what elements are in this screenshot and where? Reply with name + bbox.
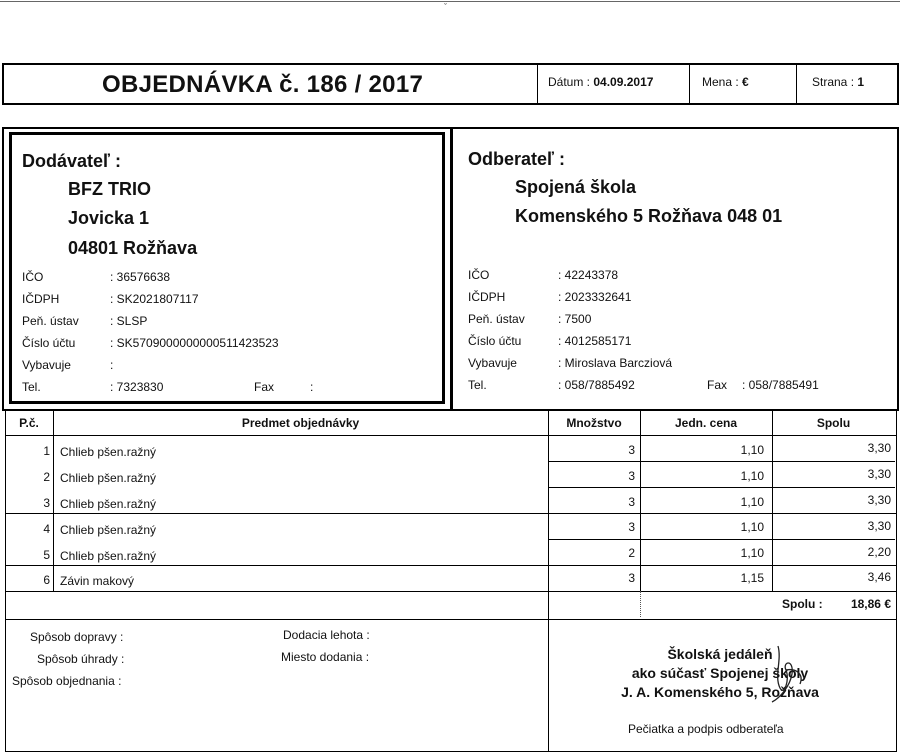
row-no: 4 xyxy=(43,522,50,536)
row-total: 2,20 xyxy=(867,545,891,559)
buyer-handler-label: Vybavuje xyxy=(468,356,517,370)
buyer-fax-label: Fax xyxy=(707,378,728,392)
transport-label: Spôsob dopravy : xyxy=(30,630,124,644)
page-label: Strana : xyxy=(812,75,855,89)
row-qty: 2 xyxy=(628,546,635,560)
supplier-bank-value: : SLSP xyxy=(110,314,148,328)
buyer-account-value: : 4012585171 xyxy=(558,334,632,348)
row-line xyxy=(548,539,895,540)
header-no: P.č. xyxy=(19,416,39,430)
supplier-tel-label: Tel. xyxy=(22,380,41,394)
delivery-place-label: Miesto dodania : xyxy=(281,650,370,664)
row-total: 3,30 xyxy=(867,441,891,455)
header-qty: Množstvo xyxy=(566,416,622,430)
supplier-icdph-value: : SK2021807117 xyxy=(110,292,199,306)
buyer-bank-value: : 7500 xyxy=(558,312,592,326)
dotted-divider xyxy=(640,591,641,617)
order-currency xyxy=(702,75,749,89)
page-value: 1 xyxy=(857,75,865,89)
stamp-line-2: ako súčasť Spojenej školy xyxy=(631,665,809,681)
row-qty: 3 xyxy=(628,443,635,457)
supplier-city: 04801 Rožňava xyxy=(68,238,198,258)
supplier-street: Jovicka 1 xyxy=(68,208,150,228)
supplier-fax-label: Fax xyxy=(254,380,275,394)
buyer-ico-value: : 42243378 xyxy=(558,268,619,282)
supplier-ico-value: : 36576638 xyxy=(110,270,171,284)
supplier-ico-label: IČO xyxy=(22,270,44,284)
header-total: Spolu xyxy=(816,416,851,430)
date-value: 04.09.2017 xyxy=(593,75,654,89)
col-divider xyxy=(53,411,54,591)
signature-caption: Pečiatka a podpis odberateľa xyxy=(628,722,784,736)
row-unit-price: 1,10 xyxy=(740,546,764,560)
header-item: Predmet objednávky xyxy=(241,416,360,430)
buyer-fax-value: : 058/7885491 xyxy=(742,378,819,392)
row-unit-price: 1,15 xyxy=(740,571,764,585)
ordering-label: Spôsob objednania : xyxy=(12,674,122,688)
row-item: Chlieb pšen.ražný xyxy=(60,549,157,563)
supplier-icdph-label: IČDPH xyxy=(22,292,60,306)
sum-value: 18,86 € xyxy=(850,597,891,611)
supplier-handler-label: Vybavuje xyxy=(22,358,71,372)
row-line xyxy=(5,513,896,514)
row-no: 2 xyxy=(43,470,50,484)
currency-value: € xyxy=(742,75,749,89)
row-unit-price: 1,10 xyxy=(740,495,764,509)
header-divider xyxy=(537,63,538,105)
row-qty: 3 xyxy=(628,520,635,534)
footer-divider xyxy=(548,617,549,751)
row-no: 3 xyxy=(43,496,50,510)
row-total: 3,30 xyxy=(867,467,891,481)
buyer-ico-label: IČO xyxy=(468,268,490,282)
row-no: 1 xyxy=(43,444,50,458)
row-line xyxy=(548,487,895,488)
buyer-icdph-label: IČDPH xyxy=(468,290,506,304)
row-item: Chlieb pšen.ražný xyxy=(60,445,157,459)
buyer-icdph-value: : 2023332641 xyxy=(558,290,632,304)
buyer-account-label: Číslo účtu xyxy=(468,334,522,348)
table-bottom-line xyxy=(5,591,896,592)
top-edge-line xyxy=(0,1,900,2)
supplier-fax-value: : xyxy=(310,380,314,394)
supplier-account-label: Číslo účtu xyxy=(22,336,76,350)
items-table xyxy=(5,409,897,620)
table-header-line xyxy=(5,435,896,436)
row-qty: 3 xyxy=(628,495,635,509)
supplier-bank-label: Peň. ústav xyxy=(22,314,79,328)
signature xyxy=(760,640,840,710)
header-divider xyxy=(689,63,690,105)
order-page xyxy=(812,75,864,89)
supplier-box xyxy=(9,132,445,404)
header-unit-price: Jedn. cena xyxy=(674,416,738,430)
row-unit-price: 1,10 xyxy=(740,443,764,457)
row-total: 3,46 xyxy=(867,570,891,584)
stamp-line-3: J. A. Komenského 5, Rožňava xyxy=(621,684,819,700)
row-line xyxy=(548,461,895,462)
row-qty: 3 xyxy=(628,571,635,585)
row-qty: 3 xyxy=(628,469,635,483)
row-no: 5 xyxy=(43,548,50,562)
scan-mark: ˇ xyxy=(444,2,447,12)
row-item: Chlieb pšen.ražný xyxy=(60,523,157,537)
supplier-handler-value: : xyxy=(110,358,114,372)
header-divider xyxy=(796,63,797,105)
currency-label: Mena : xyxy=(702,75,739,89)
row-line xyxy=(5,565,896,566)
buyer-handler-value: : Miroslava Barcziová xyxy=(558,356,673,370)
buyer-divider xyxy=(450,129,453,409)
supplier-account-value: : SK5709000000000511423523 xyxy=(110,336,279,350)
order-date xyxy=(548,75,653,89)
col-divider xyxy=(548,411,549,617)
buyer-heading: Odberateľ : xyxy=(468,149,565,169)
sum-label: Spolu : xyxy=(782,597,823,611)
buyer-bank-label: Peň. ústav xyxy=(468,312,525,326)
row-total: 3,30 xyxy=(867,493,891,507)
buyer-address: Komenského 5 Rožňava 048 01 xyxy=(515,206,783,226)
buyer-tel-label: Tel. xyxy=(468,378,487,392)
row-total: 3,30 xyxy=(867,519,891,533)
row-item: Závin makový xyxy=(60,574,135,588)
row-no: 6 xyxy=(43,573,50,587)
supplier-name: BFZ TRIO xyxy=(68,179,151,199)
payment-label: Spôsob úhrady : xyxy=(37,652,125,666)
order-title: OBJEDNÁVKA č. 186 / 2017 xyxy=(102,71,424,98)
stamp-line-1: Školská jedáleň xyxy=(667,646,773,662)
row-item: Chlieb pšen.ražný xyxy=(60,471,157,485)
row-item: Chlieb pšen.ražný xyxy=(60,497,157,511)
buyer-name: Spojená škola xyxy=(515,177,637,197)
supplier-heading: Dodávateľ : xyxy=(22,151,121,171)
date-label: Dátum : xyxy=(548,75,591,89)
supplier-tel-value: : 7323830 xyxy=(110,380,164,394)
delivery-time-label: Dodacia lehota : xyxy=(283,628,370,642)
buyer-tel-value: : 058/7885492 xyxy=(558,378,635,392)
row-unit-price: 1,10 xyxy=(740,469,764,483)
row-unit-price: 1,10 xyxy=(740,520,764,534)
